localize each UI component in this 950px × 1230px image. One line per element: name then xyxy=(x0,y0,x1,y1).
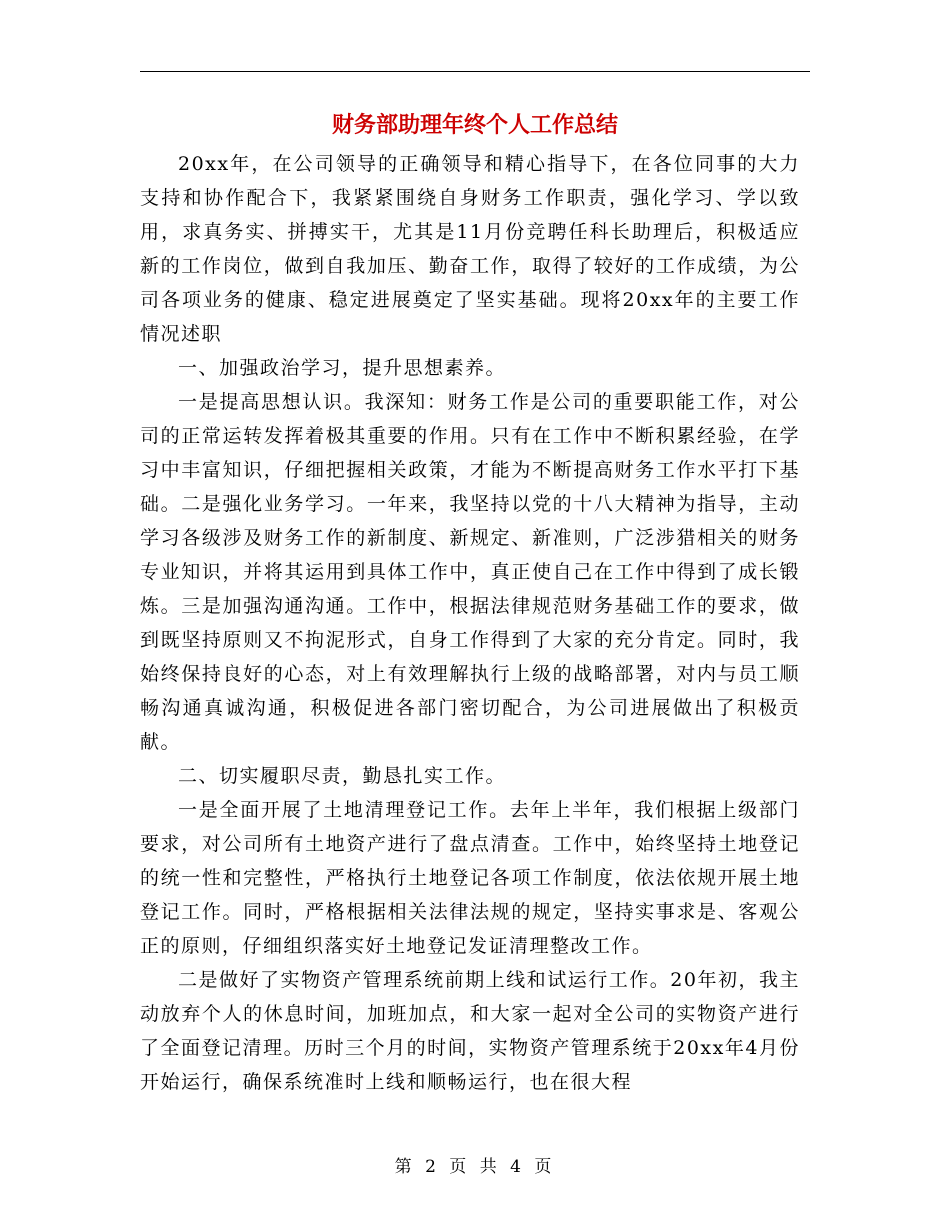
paragraph-section-1: 一是提高思想认识。我深知：财务工作是公司的重要职能工作，对公司的正常运转发挥着极其重要的作用。只有在工作中不断积累经验，在学习中丰富知识，仔细把握相关政策，才能为不断提高财务工作水平打下基础。二是强化业务学习。一年来，我坚持以党的十八大精神为指导，主动学习各级涉及财务工作的新制度、新规定、新准则，广泛涉猎相关的财务专业知识，并将其运用到具体工作中，真正使自己在工作中得到了成长锻炼。三是加强沟通沟通。工作中，根据法律规范财务基础工作的要求，做到既坚持原则又不拘泥形式，自身工作得到了大家的充分肯定。同时，我始终保持良好的心态，对上有效理解执行上级的战略部署，对内与员工顺畅沟通真诚沟通，积极促进各部门密切配合，为公司进展做出了积极贡献。 xyxy=(140,391,800,753)
paragraph-section-2a: 一是全面开展了土地清理登记工作。去年上半年，我们根据上级部门要求，对公司所有土地资产进行了盘点清查。工作中，始终坚持土地登记的统一性和完整性，严格执行土地登记各项工作制度，依法依规开展土地登记工作。同时，严格根据相关法律法规的规定，坚持实事求是、客观公正的原则，仔细组织落实好土地登记发证清理整改工作。 xyxy=(140,799,800,957)
header-rule xyxy=(140,71,810,72)
section-heading-2: 二、切实履职尽责，勤恳扎实工作。 xyxy=(178,765,507,787)
paragraph-section-2b: 二是做好了实物资产管理系统前期上线和试运行工作。20年初，我主动放弃个人的休息时间，加班加点，和大家一起对全公司的实物资产进行了全面登记清理。历时三个月的时间，实物资产管理系统于20xx年4月份开始运行，确保系统准时上线和顺畅运行，也在很大程 xyxy=(140,969,800,1093)
page-number: 第 2 页 共 4 页 xyxy=(394,1157,556,1177)
document-body xyxy=(140,147,800,1099)
section-heading-1: 一、加强政治学习，提升思想素养。 xyxy=(178,357,507,379)
document-title: 财务部助理年终个人工作总结 xyxy=(331,113,618,138)
paragraph-intro: 20xx年，在公司领导的正确领导和精心指导下，在各位同事的大力支持和协作配合下，我紧紧围绕自身财务工作职责，强化学习、学以致用，求真务实、拼搏实干，尤其是11月份竞聘任科长助理后，积极适应新的工作岗位，做到自我加压、勤奋工作，取得了较好的工作成绩，为公司各项业务的健康、稳定进展奠定了坚实基础。现将20xx年的主要工作情况述职 xyxy=(140,153,800,345)
